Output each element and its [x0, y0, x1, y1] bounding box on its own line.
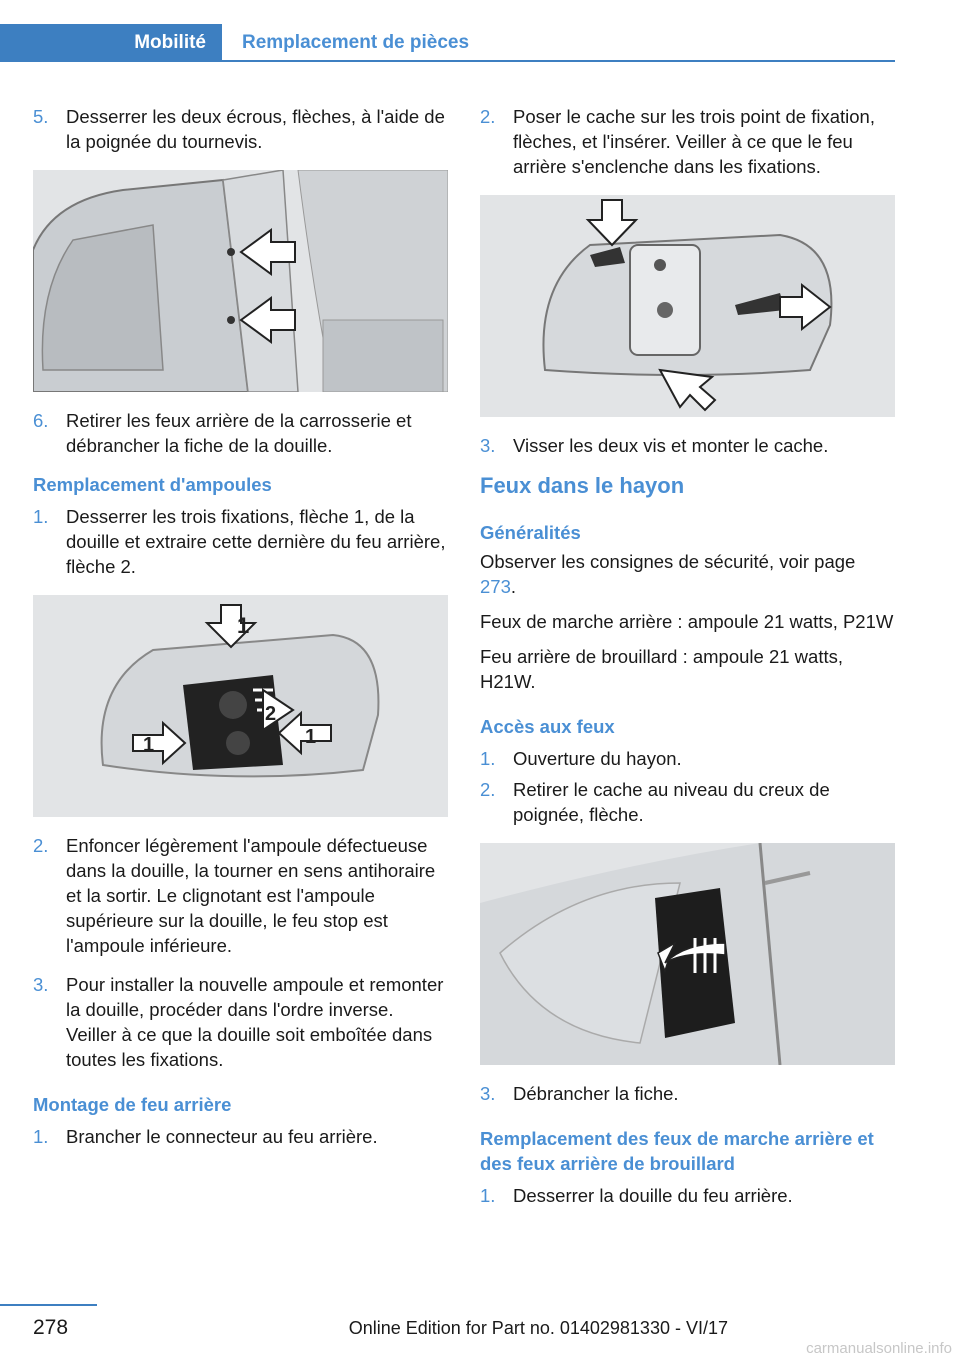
step-item: [33, 504, 448, 579]
subheading-access: Accès aux feux: [480, 716, 615, 737]
step-number: 5.: [33, 106, 49, 127]
step-item: [33, 972, 448, 1072]
page-header: [0, 24, 895, 62]
step-text: Visser les deux vis et monter le cache.: [513, 435, 829, 456]
rear-light-nuts-illustration: [33, 170, 448, 392]
left-column: [33, 104, 448, 1163]
step-text: Retirer le cache au niveau du creux de poignée, flèche.: [513, 779, 830, 825]
figure-label-2: 2: [265, 703, 277, 725]
figure-label-1-right: 1: [305, 726, 317, 748]
edition-note: Online Edition for Part no. 01402981330 - VI/17: [348, 1318, 728, 1338]
step-text: Retirer les feux arrière de la carrosserie et débrancher la fiche de la douille.: [66, 410, 412, 456]
bulb-socket-illustration: [33, 595, 448, 817]
step-text: Enfoncer légèrement l'ampoule défectueuse dans la douille, la tourner en sens antihoraire et la sortir. Le clignotant est l'ampoule supérieure sur la douille, le feu stop est l'ampoule inférieure.: [66, 835, 436, 956]
safety-text: Observer les consignes de sécurité, voir page: [480, 551, 856, 572]
step-text: Ouverture du hayon.: [513, 748, 682, 769]
step-number: 1.: [33, 506, 49, 527]
step-number: 2.: [480, 779, 496, 800]
step-text: Desserrer les trois fixations, flèche 1, de la douille et extraire cette dernière du feu arrière, flèche 2.: [66, 506, 446, 577]
figure-rear-light-nuts: [33, 170, 448, 392]
section-title-tailgate: Feux dans le hayon: [480, 473, 685, 498]
footer-rule: [0, 1304, 97, 1306]
section-title-header: Remplacement de pièces: [242, 32, 470, 53]
step-number: 6.: [33, 410, 49, 431]
step-text: Desserrer la douille du feu arrière.: [513, 1185, 793, 1206]
header-rule: [222, 60, 895, 62]
step-item: [33, 833, 448, 958]
figure-handle-cover: [480, 843, 895, 1065]
step-number: 1.: [33, 1126, 49, 1147]
step-text: Desserrer les deux écrous, flèches, à l'aide de la poignée du tournevis.: [66, 106, 445, 152]
subheading-bulb-replacement: Remplacement d'ampoules: [33, 474, 272, 495]
step-text: Débrancher la fiche.: [513, 1083, 679, 1104]
step-number: 3.: [480, 435, 496, 456]
step-number: 2.: [480, 106, 496, 127]
step-number: 1.: [480, 1185, 496, 1206]
step-text: Poser le cache sur les trois point de fixation, flèches, et l'insérer. Veiller à ce que le feu arrière s'enclenche dans les fixations.: [513, 106, 875, 177]
figure-label-1-left: 1: [143, 734, 155, 756]
reverse-light-spec: Feux de marche arrière : ampoule 21 watts, P21W: [480, 611, 894, 632]
step-item: [33, 1124, 448, 1149]
subheading-general: Généralités: [480, 522, 581, 543]
step-number: 3.: [33, 974, 49, 995]
step-text: Brancher le connecteur au feu arrière.: [66, 1126, 378, 1147]
step-item: [480, 104, 895, 179]
page-number: 278: [33, 1316, 69, 1339]
step-item: [480, 746, 895, 771]
figure-bulb-socket: [33, 595, 448, 817]
step-item: [480, 1081, 895, 1106]
right-column: [480, 104, 895, 1222]
step-item: [480, 433, 895, 458]
safety-period: .: [510, 576, 517, 597]
figure-label-1-top: 1: [237, 613, 250, 638]
safety-notice: [480, 549, 895, 599]
step-item: [33, 104, 448, 154]
step-item: [480, 777, 895, 827]
cover-fixing-illustration: [480, 195, 895, 417]
fog-light-spec: Feu arrière de brouillard : ampoule 21 watts, H21W.: [480, 646, 843, 692]
step-text: Pour installer la nouvelle ampoule et remonter la douille, procéder dans l'ordre inverse. Veiller à ce que la douille soit emboîtée dans toutes les fixations.: [66, 974, 444, 1070]
figure-cover-fixing: [480, 195, 895, 417]
subheading-reverse-fog-replacement: Remplacement des feux de marche arrière et des feux arrière de brouillard: [480, 1128, 874, 1174]
page-reference-link[interactable]: 273: [480, 576, 511, 597]
step-number: 3.: [480, 1083, 496, 1104]
step-item: [480, 1183, 895, 1208]
step-number: 1.: [480, 748, 496, 769]
chapter-tab: Mobilité: [0, 24, 222, 62]
step-number: 2.: [33, 835, 49, 856]
subheading-mounting: Montage de feu arrière: [33, 1094, 232, 1115]
watermark: carmanualsonline.info: [806, 1340, 952, 1357]
step-item: [33, 408, 448, 458]
handle-cover-illustration: [480, 843, 895, 1065]
